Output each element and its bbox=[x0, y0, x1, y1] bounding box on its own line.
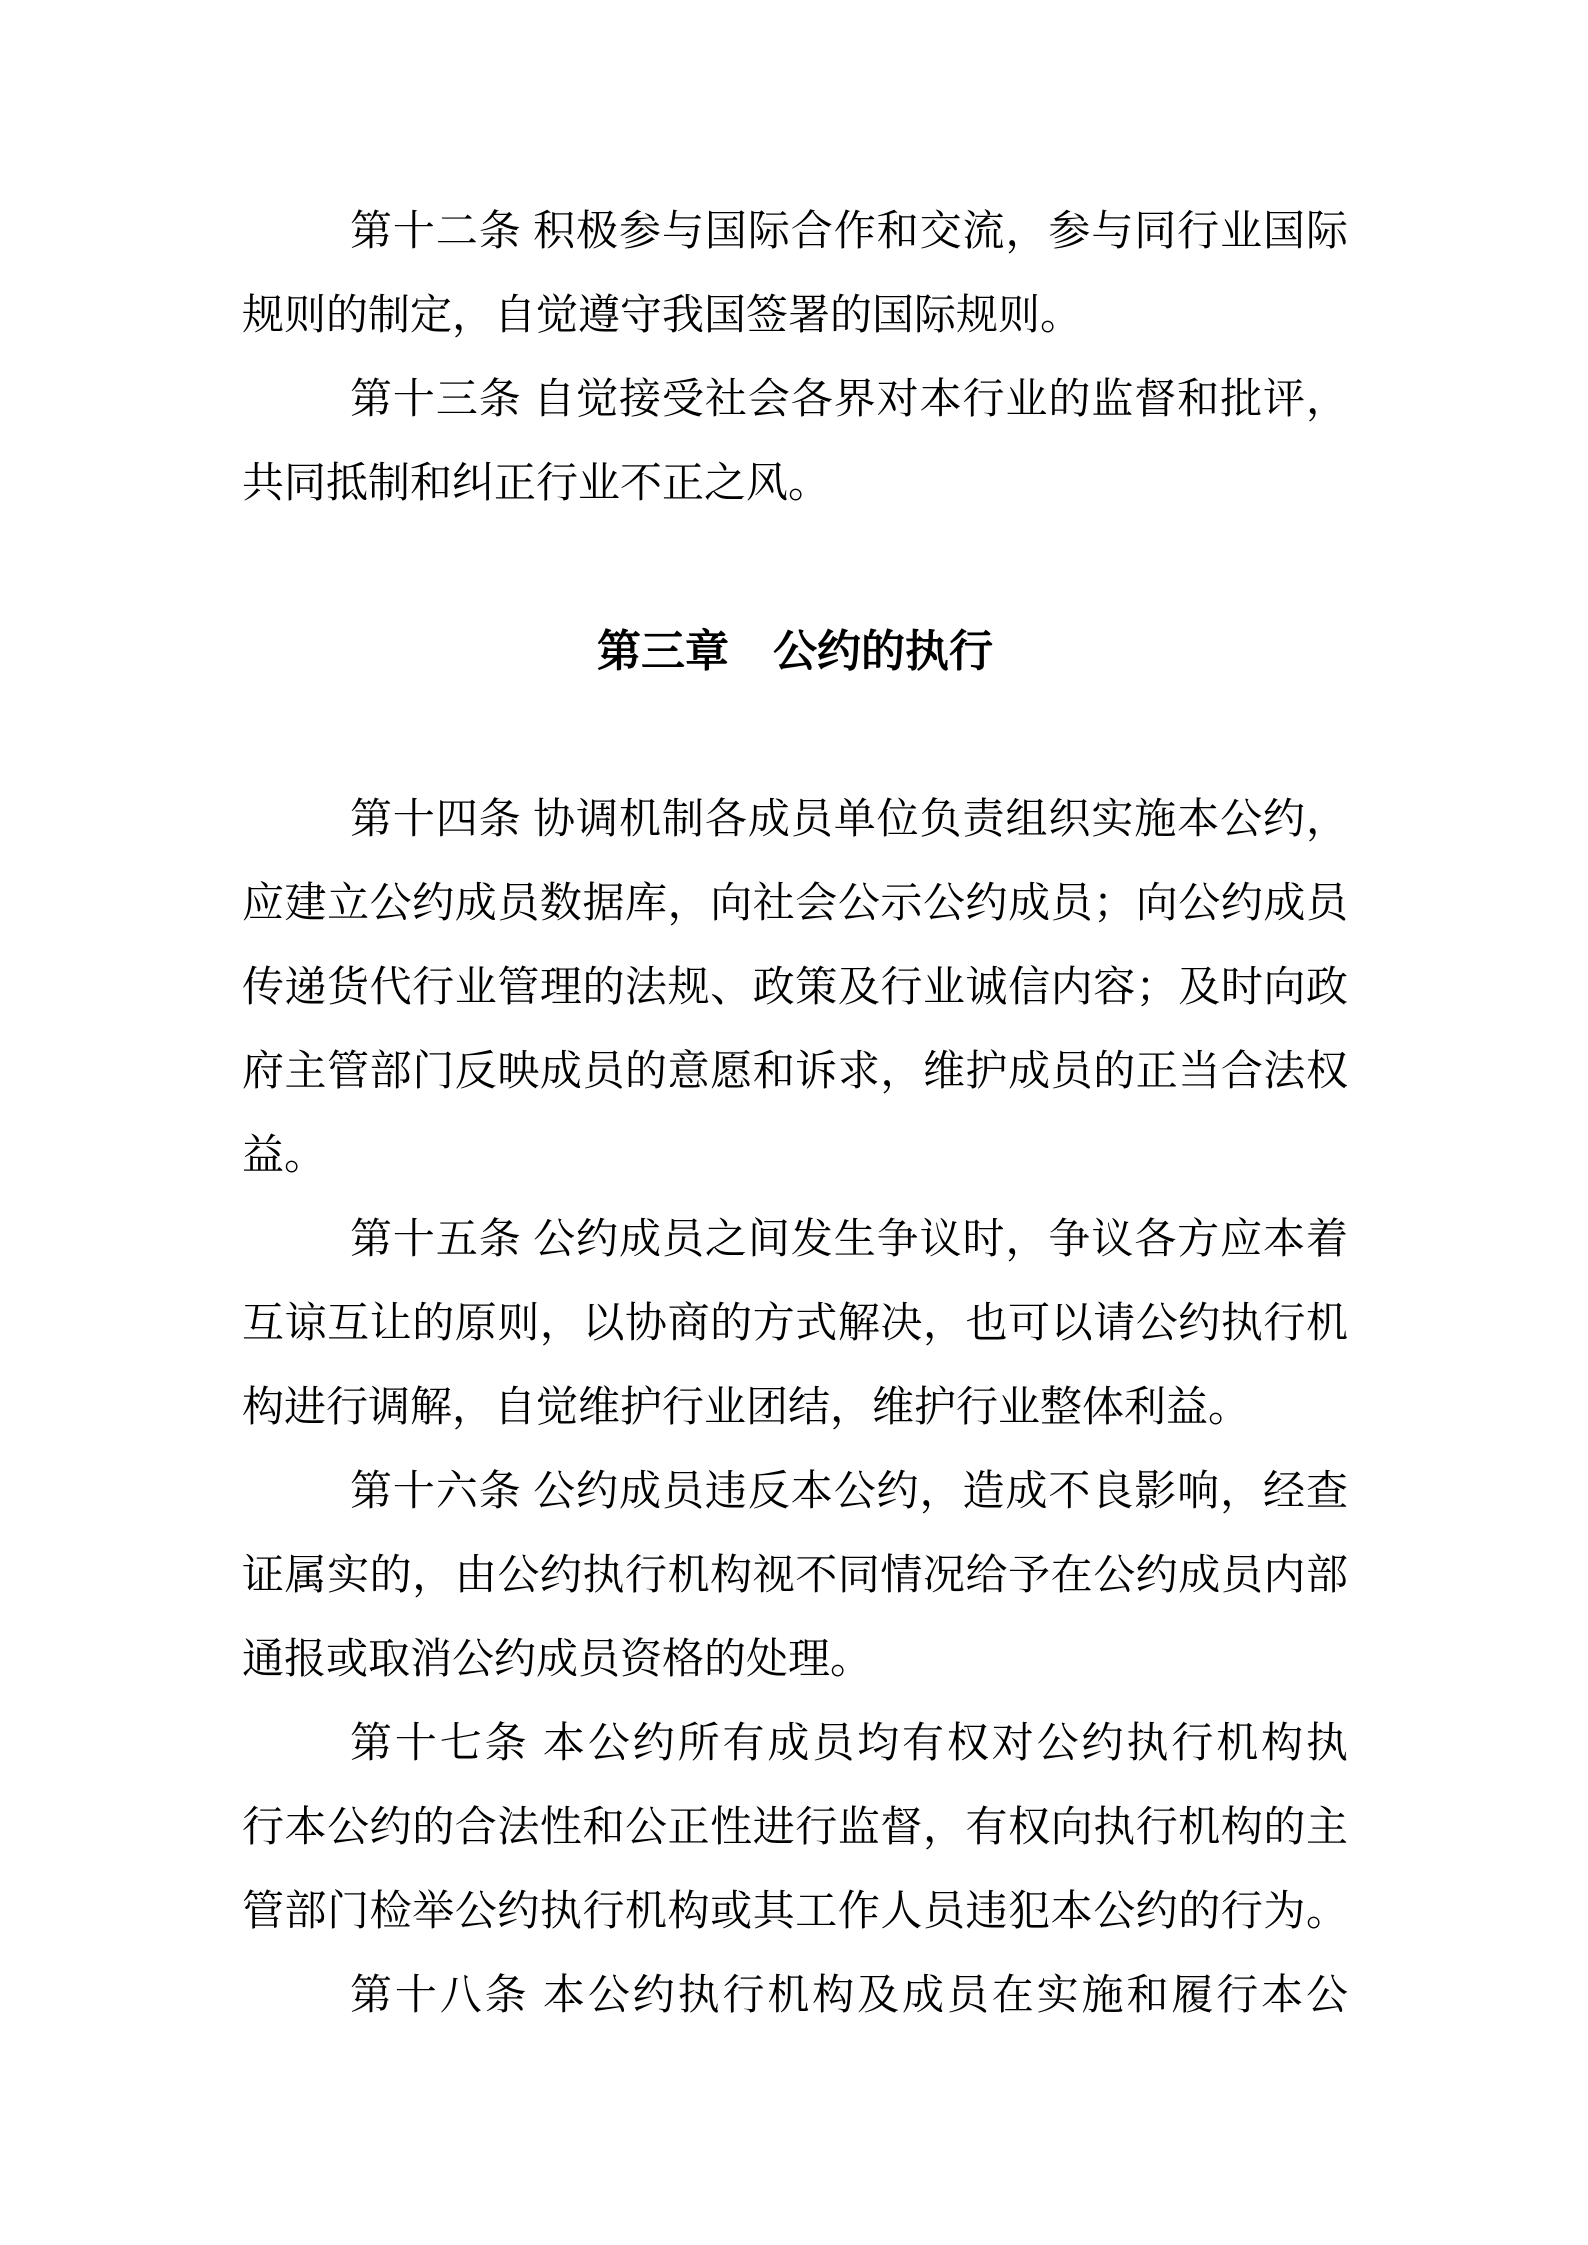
text-line: 第十八条 本公约执行机构及成员在实施和履行本公 bbox=[350, 1973, 1348, 2019]
text-line: 第十六条 公约成员违反本公约，造成不良影响，经查 bbox=[350, 1469, 1348, 1515]
text-line: 应建立公约成员数据库，向社会公示公约成员；向公约成员 bbox=[242, 881, 1348, 927]
text-line: 第十五条 公约成员之间发生争议时，争议各方应本着 bbox=[350, 1217, 1348, 1263]
text-line: 第十三条 自觉接受社会各界对本行业的监督和批评， bbox=[350, 377, 1348, 423]
text-line: 第十二条 积极参与国际合作和交流，参与同行业国际 bbox=[350, 209, 1348, 255]
text-line: 证属实的，由公约执行机构视不同情况给予在公约成员内部 bbox=[242, 1553, 1348, 1599]
chapter-heading: 第三章 公约的执行 bbox=[597, 627, 993, 676]
text-line: 构进行调解，自觉维护行业团结，维护行业整体利益。 bbox=[242, 1385, 1251, 1431]
text-line: 规则的制定，自觉遵守我国签署的国际规则。 bbox=[242, 293, 1083, 339]
text-line: 通报或取消公约成员资格的处理。 bbox=[242, 1637, 873, 1683]
text-line: 共同抵制和纠正行业不正之风。 bbox=[242, 461, 831, 507]
text-line: 行本公约的合法性和公正性进行监督，有权向执行机构的主 bbox=[242, 1805, 1348, 1851]
blank-line bbox=[242, 694, 1348, 778]
text-line: 互谅互让的原则，以协商的方式解决，也可以请公约执行机 bbox=[242, 1301, 1348, 1347]
text-line: 府主管部门反映成员的意愿和诉求，维护成员的正当合法权 bbox=[242, 1049, 1348, 1095]
text-line: 管部门检举公约执行机构或其工作人员违犯本公约的行为。 bbox=[242, 1889, 1348, 1935]
document-body bbox=[242, 190, 1348, 2038]
blank-line bbox=[242, 526, 1348, 610]
text-line: 第十四条 协调机制各成员单位负责组织实施本公约， bbox=[350, 797, 1348, 843]
text-line: 传递货代行业管理的法规、政策及行业诚信内容；及时向政 bbox=[242, 965, 1348, 1011]
text-line: 益。 bbox=[242, 1133, 327, 1179]
text-line: 第十七条 本公约所有成员均有权对公约执行机构执 bbox=[350, 1721, 1348, 1767]
